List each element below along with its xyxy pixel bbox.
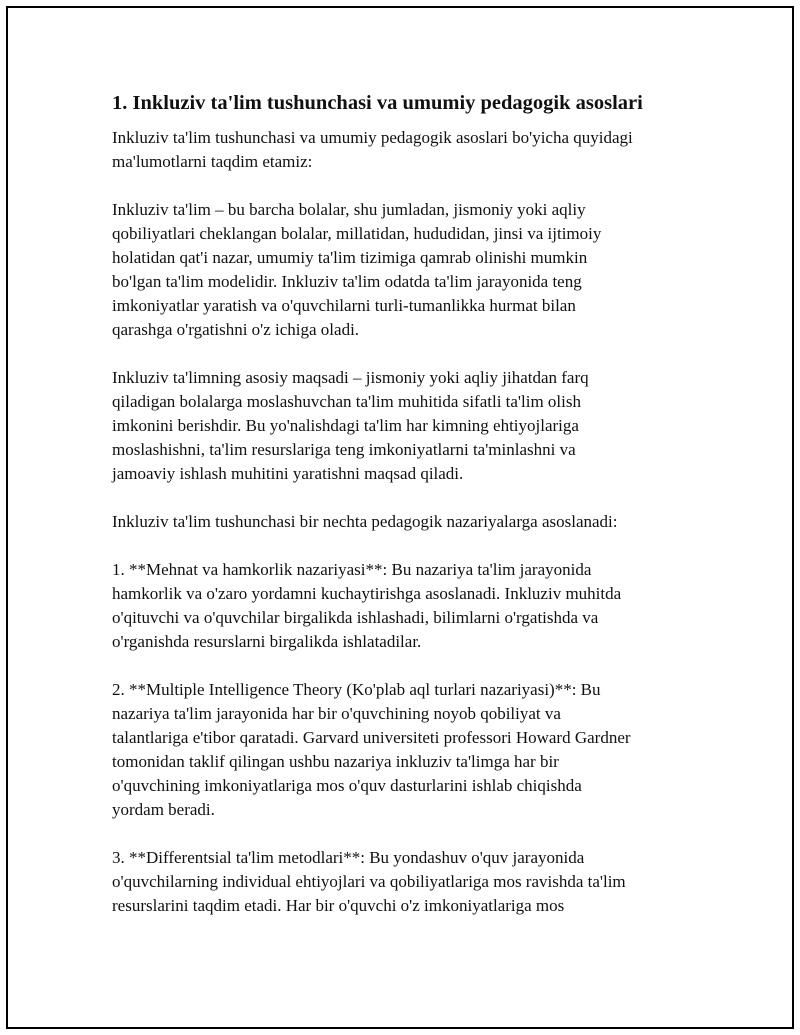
text-line: imkonini berishdir. Bu yo'nalishdagi ta'lim har kimning ehtiyojlariga <box>112 416 579 435</box>
theory-2-paragraph <box>112 678 692 822</box>
text-line: moslashishni, ta'lim resurslariga teng imkoniyatlarni ta'minlashni va <box>112 440 576 459</box>
text-line: 3. **Differentsial ta'lim metodlari**: Bu yondashuv o'quv jarayonida <box>112 848 585 867</box>
theory-1-paragraph <box>112 558 692 654</box>
text-line: nazariya ta'lim jarayonida har bir o'quvchining noyob qobiliyat va <box>112 704 561 723</box>
goal-paragraph <box>112 366 692 486</box>
text-line: resurslarini taqdim etadi. Har bir o'quvchi o'z imkoniyatlariga mos <box>112 896 565 915</box>
text-line: tomonidan taklif qilingan ushbu nazariya inkluziv ta'limga har bir <box>112 752 559 771</box>
text-line: jamoaviy ishlash muhitini yaratishni maqsad qiladi. <box>112 464 464 483</box>
text-line: holatidan qat'i nazar, umumiy ta'lim tizimiga qamrab olinishi mumkin <box>112 248 588 267</box>
text-line: qobiliyatlari cheklangan bolalar, millatidan, hududidan, jinsi va ijtimoiy <box>112 224 602 243</box>
text-line: o'quvchilarning individual ehtiyojlari va qobiliyatlariga mos ravishda ta'lim <box>112 872 626 891</box>
text-line: bo'lgan ta'lim modelidir. Inkluziv ta'lim odatda ta'lim jarayonida teng <box>112 272 582 291</box>
definition-paragraph <box>112 198 692 342</box>
intro-paragraph <box>112 126 692 174</box>
text-line: imkoniyatlar yaratish va o'quvchilarni turli-tumanlikka hurmat bilan <box>112 296 576 315</box>
text-line: hamkorlik va o'zaro yordamni kuchaytirishga asoslanadi. Inkluziv muhitda <box>112 584 622 603</box>
text-line: Inkluziv ta'limning asosiy maqsadi – jismoniy yoki aqliy jihatdan farq <box>112 368 589 387</box>
section-heading: 1. Inkluziv ta'lim tushunchasi va umumiy pedagogik asoslari <box>112 92 643 114</box>
document-body <box>112 90 692 942</box>
text-line: qarashga o'rgatishni o'z ichiga oladi. <box>112 320 360 339</box>
text-line: Inkluziv ta'lim tushunchasi bir nechta pedagogik nazariyalarga asoslanadi: <box>112 512 618 531</box>
text-line: Inkluziv ta'lim – bu barcha bolalar, shu jumladan, jismoniy yoki aqliy <box>112 200 586 219</box>
text-line: o'qituvchi va o'quvchilar birgalikda ishlashadi, bilimlarni o'rgatishda va <box>112 608 599 627</box>
text-line: 2. **Multiple Intelligence Theory (Ko'plab aql turlari nazariyasi)**: Bu <box>112 680 601 699</box>
text-line: yordam beradi. <box>112 800 215 819</box>
text-line: talantlariga e'tibor qaratadi. Garvard universiteti professori Howard Gardner <box>112 728 631 747</box>
text-line: Inkluziv ta'lim tushunchasi va umumiy pedagogik asoslari bo'yicha quyidagi <box>112 128 633 147</box>
text-line: o'rganishda resurslarni birgalikda ishlatadilar. <box>112 632 422 651</box>
theories-intro-paragraph <box>112 510 692 534</box>
text-line: ma'lumotlarni taqdim etamiz: <box>112 152 313 171</box>
text-line: qiladigan bolalarga moslashuvchan ta'lim muhitida sifatli ta'lim olish <box>112 392 581 411</box>
theory-3-paragraph <box>112 846 692 918</box>
text-line: o'quvchining imkoniyatlariga mos o'quv dasturlarini ishlab chiqishda <box>112 776 582 795</box>
text-line: 1. **Mehnat va hamkorlik nazariyasi**: Bu nazariya ta'lim jarayonida <box>112 560 592 579</box>
